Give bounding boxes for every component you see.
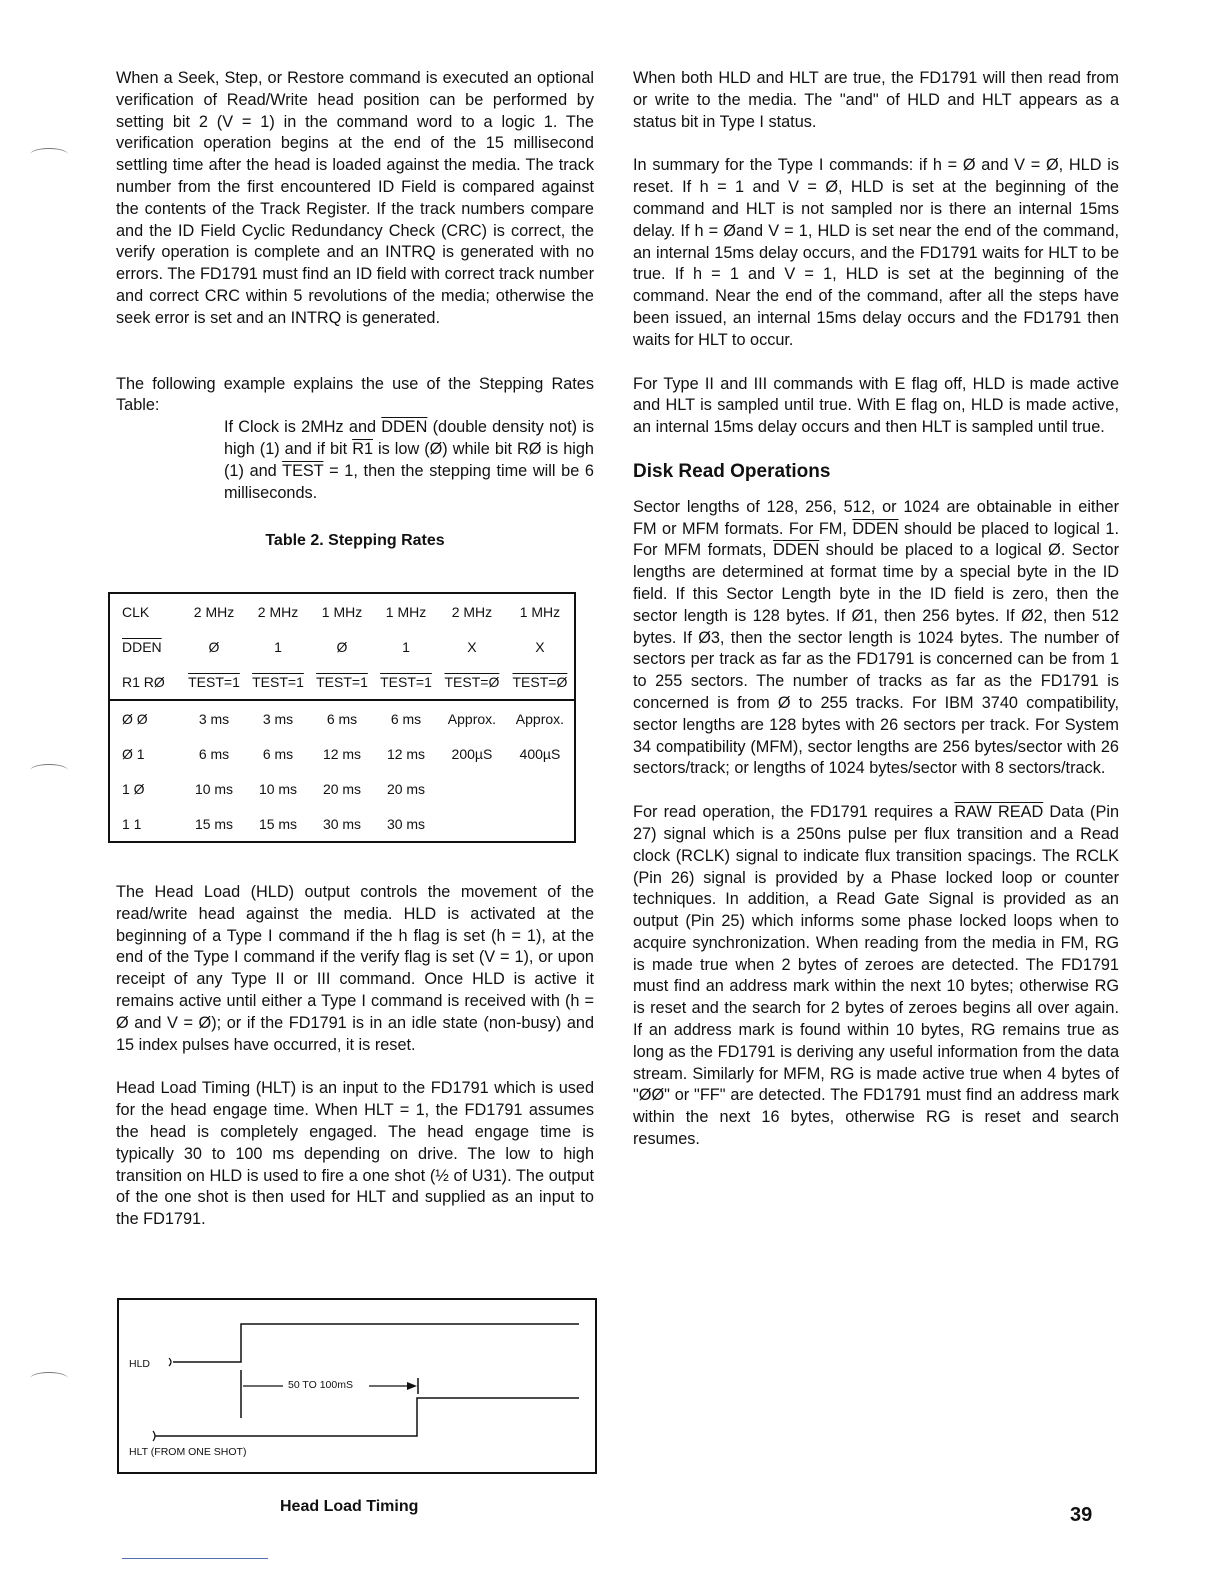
table-cell: Ø Ø	[122, 710, 148, 727]
table-cell: 1 MHz	[321, 603, 363, 620]
r1r0-label: R1 RØ	[109, 664, 182, 700]
table-cell: 10 ms	[194, 780, 234, 797]
table-cell: X	[467, 638, 477, 655]
example-text: If Clock is 2MHz and DDEN (double density not) is high (1) and if bit R1 is low (Ø) while bit RØ is high (1) and TEST = 1, then the stepping time will be 6 milliseconds.	[224, 418, 594, 502]
table-cell: 1 Ø	[122, 780, 145, 797]
table-cell: 20 ms	[386, 780, 426, 797]
table-cell: Approx.	[447, 710, 497, 727]
right-column	[633, 68, 1119, 1151]
table-cell: 2 MHz	[451, 603, 493, 620]
table-cell: X	[535, 638, 545, 655]
table-cell: TEST=1	[188, 673, 240, 690]
table-row	[109, 806, 575, 842]
table-cell: 1 MHz	[519, 603, 561, 620]
stepping-rates-table	[108, 592, 576, 843]
left-column	[116, 68, 594, 552]
table-cell: 3 ms	[262, 710, 294, 727]
hlt-paragraph: Head Load Timing (HLT) is an input to the FD1791 which is used for the head engage time. When HLT = 1, the FD1791 assumes the head is completely engaged. The head engage time is typically 30 to 100 ms depending on drive. The low to high transition on HLD is used to fire a one shot (½ of U31). The output of the one shot is then used for HLT and supplied as an input to the FD1791.	[116, 1079, 594, 1229]
hlt-tick	[153, 1431, 155, 1441]
hld-label: HLD	[129, 1358, 151, 1370]
table-cell: 6 ms	[390, 710, 422, 727]
table-cell: 6 ms	[198, 745, 230, 762]
table-cell: 20 ms	[322, 780, 362, 797]
table-row	[109, 736, 575, 771]
table-cell: 200µS	[451, 745, 493, 762]
table-cell: TEST=1	[252, 673, 304, 690]
scan-mark	[30, 148, 68, 161]
table-cell: 1	[274, 638, 282, 655]
table-cell: 6 ms	[262, 745, 294, 762]
table-cell	[506, 771, 575, 806]
table-cell: TEST=Ø	[444, 673, 500, 690]
table-cell: 15 ms	[258, 815, 298, 832]
hlt-waveform	[155, 1398, 579, 1436]
table-cell: 1 MHz	[385, 603, 427, 620]
table-cell	[438, 771, 506, 806]
arrowhead	[407, 1382, 417, 1390]
hlt-label: HLT (FROM ONE SHOT)	[129, 1446, 247, 1458]
footer-rule	[122, 1558, 268, 1559]
table-cell: 30 ms	[322, 815, 362, 832]
hld-waveform	[173, 1324, 579, 1362]
table-cell: Ø 1	[122, 745, 145, 762]
table-cell: Ø	[336, 638, 348, 655]
test-row	[109, 664, 575, 700]
dden-label: DDEN	[122, 638, 162, 655]
table-cell: 12 ms	[386, 745, 426, 762]
scan-mark	[30, 1372, 68, 1385]
clk-row	[109, 593, 575, 629]
table-cell: Ø	[208, 638, 220, 655]
table-cell: 10 ms	[258, 780, 298, 797]
table-row	[109, 700, 575, 736]
interval-label: 50 TO 100mS	[288, 1379, 353, 1391]
table-cell: Approx.	[515, 710, 565, 727]
table-cell: TEST=Ø	[512, 673, 568, 690]
hld-paragraph: The Head Load (HLD) output controls the movement of the read/write head against the media. HLD is activated at the beginning of a Type I command if the h flag is set (h = 1), at the end of the Type I command if the verify flag is set (V = 1), or upon receipt of any Type II or III command. Once HLD is active it remains active until either a Type I command is received with (h = Ø and V = Ø); or if the FD1791 is in an idle state (non-busy) and 15 index pulses have occurred, it is reset.	[116, 883, 594, 1054]
table-cell	[438, 806, 506, 842]
type-ii-iii-paragraph: For Type II and III commands with E flag off, HLD is made active and HLT is sampled until true. With E flag on, HLD is made active, an internal 15ms delay occurs and then HLT is sampled until true.	[633, 374, 1119, 437]
table-cell	[506, 806, 575, 842]
hld-hlt-paragraph: When both HLD and HLT are true, the FD1791 will then read from or write to the media. The "and" of HLD and HLT appears as a status bit in Type I status.	[633, 69, 1119, 131]
table-cell: TEST=1	[316, 673, 368, 690]
scan-mark	[30, 764, 68, 777]
table-cell: 400µS	[519, 745, 561, 762]
verify-paragraph: When a Seek, Step, or Restore command is executed an optional verification of Read/Write head position can be performed by setting bit 2 (V = 1) in the command word to a logic 1. The verification operation begins at the end of the 15 millisecond settling time after the head is loaded against the media. The track number from the first encountered ID Field is compared against the contents of the Track Register. If the track numbers compare and the ID Field Cyclic Redundancy Check (CRC) is correct, the verify operation is complete and an INTRQ is generated with no errors. The FD1791 must find an ID field with correct track number and correct CRC within 5 revolutions of the media; otherwise the seek error is set and an INTRQ is generated.	[116, 69, 594, 327]
table-cell: 3 ms	[198, 710, 230, 727]
hld-tick	[169, 1358, 171, 1366]
table-cell: TEST=1	[380, 673, 432, 690]
table-row	[109, 771, 575, 806]
section-heading: Disk Read Operations	[633, 460, 831, 482]
table-cell: 15 ms	[194, 815, 234, 832]
table-cell: 6 ms	[326, 710, 358, 727]
page-number: 39	[1070, 1504, 1093, 1526]
left-column-lower	[116, 882, 594, 1231]
table-cell: 2 MHz	[257, 603, 299, 620]
table-cell: 2 MHz	[193, 603, 235, 620]
table-caption: Table 2. Stepping Rates	[265, 532, 445, 550]
summary-paragraph: In summary for the Type I commands: if h = Ø and V = Ø, HLD is reset. If h = 1 and V = Ø, HLD is set at the beginning of the command and HLT is not sampled nor is there an internal 15ms delay. If h = Øand V = 1, HLD is set near the end of the command, an internal 15ms delay occurs, and the FD1791 waits for HLT to be true. If h = 1 and V = 1, HLD is set at the beginning of the command. Near the end of the command, after all the steps have been issued, an internal 15ms delay occurs and the FD1791 then waits for HLT to occur.	[633, 156, 1119, 349]
example-intro: The following example explains the use of the Stepping Rates Table:	[116, 374, 594, 415]
head-load-timing-diagram	[117, 1298, 597, 1474]
table-cell: 1 1	[122, 815, 142, 832]
table-cell: 12 ms	[322, 745, 362, 762]
table-cell: 30 ms	[386, 815, 426, 832]
table-cell: 1	[402, 638, 410, 655]
sector-length-paragraph: Sector lengths of 128, 256, 512, or 1024 are obtainable in either FM or MFM formats. For FM, DDEN should be placed to logical 1. For MFM formats, DDEN should be placed to a logical Ø. Sector lengths are determined at format time by a special byte in the ID field. If this Sector Length byte in the ID field is zero, then the sector length is 128 bytes. If Ø1, then 256 bytes. If Ø2, then 512 bytes. If Ø3, then the sector length is 1024 bytes. The number of sectors per track as far as the FD1791 is concerned can be from 1 to 255 sectors. The number of tracks as far as the FD1791 is concerned is from Ø to 255 tracks. For IBM 3740 compatibility, sector lengths are 128 bytes with 26 sectors per track. For System 34 compatibility (MFM), sector lengths are 256 bytes/sector with 26 sectors/track; or lengths of 1024 bytes/sector with 8 sectors/track.	[633, 497, 1119, 778]
read-operation-paragraph: For read operation, the FD1791 requires a RAW READ Data (Pin 27) signal which is a 250ns pulse per flux transition and a Read clock (RCLK) signal to indicate flux transition spacings. The RCLK (Pin 26) signal is provided by a Phase locked loop or counter techniques. In addition, a Read Gate Signal is provided as an output (Pin 25) which informs some phase locked loops when to acquire synchronization. When reading from the media in FM, RG is made true when 2 bytes of zeroes are detected. The FD1791 must find an address mark within the next 10 bytes; otherwise RG is reset and the search for 2 bytes of zeroes begins all over again. If an address mark is found within 10 bytes, RG remains true as long as the FD1791 is deriving any useful information from the data stream. Similarly for MFM, RG is made active true when 4 bytes of "ØØ" or "FF" are detected. The FD1791 must find an address mark within the next 16 bytes, otherwise RG is reset and search resumes.	[633, 803, 1119, 1149]
clk-label: CLK	[122, 603, 150, 620]
figure-caption: Head Load Timing	[280, 1498, 419, 1515]
dden-row	[109, 629, 575, 664]
